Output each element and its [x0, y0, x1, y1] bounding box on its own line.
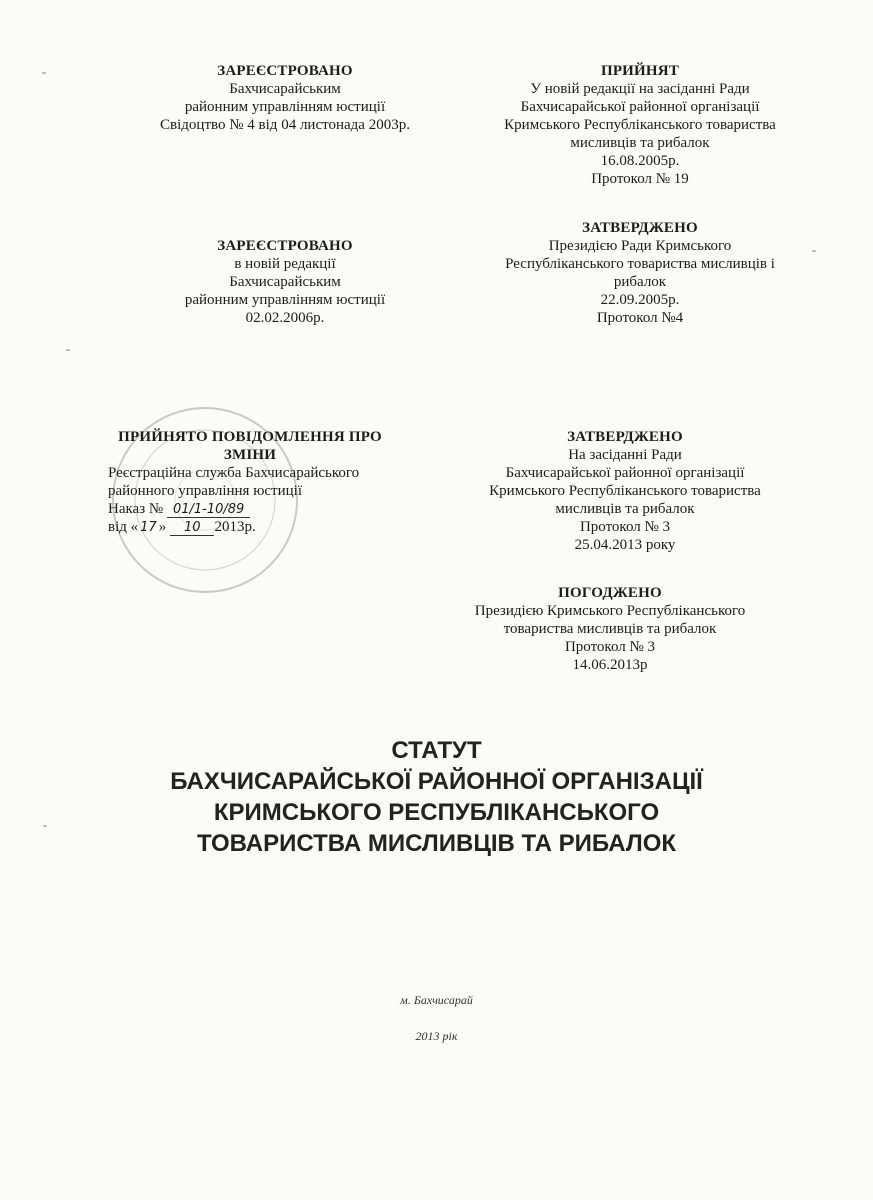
approval-block-2013: [455, 428, 795, 554]
approval-line: Кримського Республіканського товариства: [489, 483, 761, 499]
approval-heading: ЗАТВЕРДЖЕНО: [567, 429, 683, 445]
approval-line: Протокол №4: [596, 310, 684, 326]
registration-line: Бахчисарайським: [229, 274, 341, 290]
approval-block-2005: [470, 219, 810, 327]
registration-heading: ЗАРЕЄСТРОВАНО: [217, 238, 353, 254]
adoption-line: Протокол № 19: [591, 171, 689, 187]
footer-city: м. Бахчисарай: [400, 993, 473, 1007]
adoption-line: Бахчисарайської районної організації: [520, 99, 760, 115]
approval-line: мисливців та рибалок: [555, 501, 695, 517]
title-line: БАХЧИСАРАЙСЬКОЇ РАЙОННОЇ ОРГАНІЗАЦІЇ: [170, 768, 703, 795]
adoption-line: У новій редакції на засіданні Ради: [530, 81, 750, 97]
registration-line: Свідоцтво № 4 від 04 листонада 2003р.: [160, 117, 410, 133]
registration-line: районним управлінням юстиції: [184, 99, 386, 115]
date-day-handwritten: 17: [140, 520, 157, 535]
adoption-block-2005: [470, 62, 810, 188]
order-label: Наказ №: [108, 501, 164, 517]
registration-heading: ЗАРЕЄСТРОВАНО: [217, 63, 353, 79]
notice-order-line: [108, 500, 408, 518]
approval-line: 22.09.2005р.: [600, 292, 680, 308]
order-number-handwritten: 01/1-10/89: [167, 503, 250, 518]
scan-speck: [43, 825, 47, 827]
approval-line: рибалок: [613, 274, 667, 290]
approval-line: Президією Ради Кримського: [548, 238, 732, 254]
date-suffix: 2013р.: [214, 519, 256, 535]
registration-line: районним управлінням юстиції: [184, 292, 386, 308]
approval-heading: ЗАТВЕРДЖЕНО: [582, 220, 698, 236]
change-notice-details: [108, 464, 408, 536]
date-prefix: від «: [108, 519, 139, 535]
approval-line: 25.04.2013 року: [574, 537, 676, 553]
footer-year: 2013 рік: [415, 1029, 458, 1043]
date-month-handwritten: 10: [170, 521, 215, 536]
agreement-line: 14.06.2013р: [572, 657, 648, 673]
change-notice-block: [95, 428, 405, 464]
approval-line: Бахчисарайської районної організації: [505, 465, 745, 481]
registration-line: Бахчисарайським: [229, 81, 341, 97]
notice-heading: ПРИЙНЯТО ПОВІДОМЛЕННЯ ПРО: [118, 429, 382, 445]
agreement-line: Президією Кримського Республіканського: [474, 603, 746, 619]
scan-speck: [42, 72, 46, 74]
registration-line: 02.02.2006р.: [245, 310, 325, 326]
notice-line: Реєстраційна служба Бахчисарайського: [108, 465, 360, 481]
document-title: [0, 735, 873, 859]
agreement-block: [435, 584, 785, 674]
notice-date-line: [108, 518, 408, 536]
approval-line: На засіданні Ради: [568, 447, 682, 463]
agreement-line: товариства мисливців та рибалок: [503, 621, 717, 637]
registration-block-2003: [120, 62, 450, 134]
notice-heading: ЗМІНИ: [223, 447, 277, 463]
adoption-line: 16.08.2005р.: [600, 153, 680, 169]
registration-line: в новій редакції: [234, 256, 336, 272]
adoption-line: Кримського Республіканського товариства: [504, 117, 776, 133]
scan-speck: [812, 250, 816, 252]
agreement-line: Протокол № 3: [564, 639, 656, 655]
agreement-heading: ПОГОДЖЕНО: [558, 585, 662, 601]
title-line: КРИМСЬКОГО РЕСПУБЛІКАНСЬКОГО: [213, 799, 660, 826]
title-line: ТОВАРИСТВА МИСЛИВЦІВ ТА РИБАЛОК: [196, 830, 677, 857]
scan-speck: [66, 349, 70, 351]
registration-block-2006: [120, 237, 450, 327]
title-line: СТАТУТ: [391, 737, 482, 764]
approval-line: Республіканського товариства мисливців і: [505, 256, 775, 272]
adoption-heading: ПРИЙНЯТ: [600, 63, 680, 79]
notice-line: районного управління юстиції: [108, 483, 303, 499]
adoption-line: мисливців та рибалок: [570, 135, 710, 151]
approval-line: Протокол № 3: [579, 519, 671, 535]
date-mid: »: [158, 519, 167, 535]
